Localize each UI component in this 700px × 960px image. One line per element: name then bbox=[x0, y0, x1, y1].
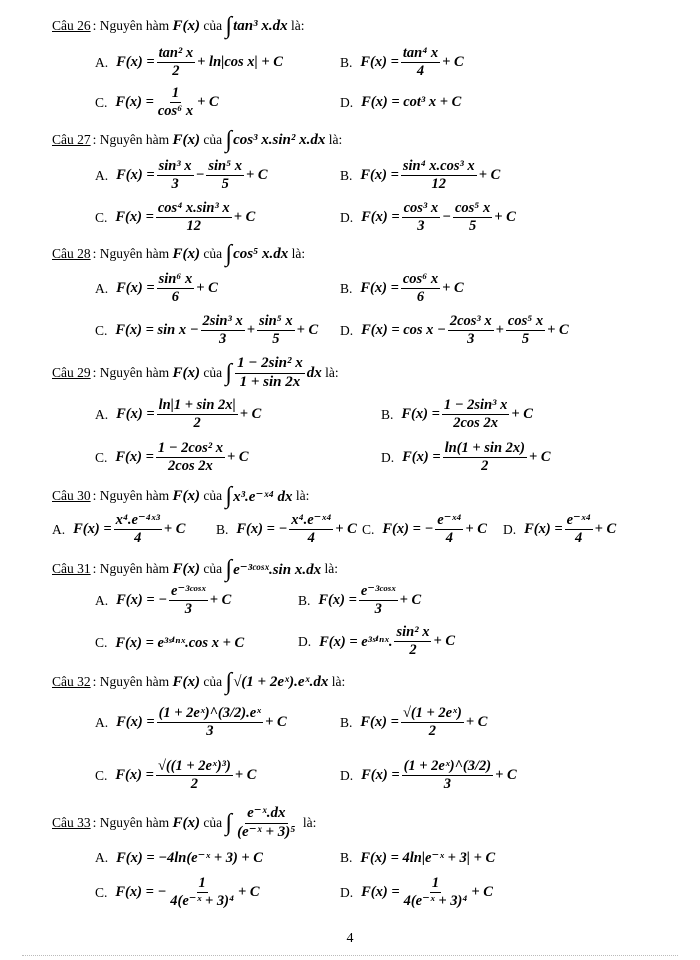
integral-expression: ∫ $\frac{\text{1 − 2sin² x}}{1 + \sin 2x}$ dx bbox=[225, 355, 322, 390]
option-c: C. F(x) = sin x − $\frac{\text{2sin³ x}}{3}$ + $\frac{\text{sin⁵ x}}{5}$ + C bbox=[95, 313, 319, 348]
question-label: Câu 31 bbox=[52, 561, 91, 576]
option-b: B. F(x) = $\frac{\text{sin⁴ x.cos³ x}}{12}$ + C bbox=[340, 158, 501, 193]
option-c: C. F(x) = − $\frac{\text{e⁻ˣ⁴}}{4}$ + C bbox=[362, 512, 487, 547]
option-d: D. F(x) = $\frac{\text{e⁻ˣ⁴}}{4}$ + C bbox=[503, 512, 617, 547]
question-31: Câu 31 : Nguyên hàm F(x) của ∫ e⁻³ᶜᵒˢˣ.sin x.dx là: bbox=[52, 556, 338, 582]
question-33: Câu 33 : Nguyên hàm F(x) của ∫ $\frac{\text{e⁻ˣ.dx}}{\text{(e⁻ˣ + 3)⁵}}$ là: bbox=[52, 805, 317, 840]
page-number: 4 bbox=[346, 931, 354, 946]
question-26: Câu 26 : Nguyên hàm F(x) của ∫ tan³ x.dx là: bbox=[52, 13, 305, 39]
option-a: A. F(x) = $\frac{\text{(1 + 2eˣ)\textasciicircum{}(3/2).eˣ}}{3}$ + C bbox=[95, 705, 287, 740]
option-d: D. F(x) = e³ˢⁱⁿˣ. $\frac{\text{sin² x}}{2}$ + C bbox=[298, 624, 456, 659]
integral-expression: ∫ cos⁵ x.dx bbox=[225, 241, 289, 267]
option-b: B. F(x) = $\frac{\text{1 − 2sin³ x}}{2\cos 2x}$ + C bbox=[381, 397, 533, 432]
option-a: A. F(x) = $\frac{\text{sin⁶ x}}{6}$ + C bbox=[95, 271, 218, 306]
option-c: C. F(x) = e³ˢⁱⁿˣ.cos x + C bbox=[95, 635, 245, 651]
option-a: A. F(x) = $\frac{\ln|1 + \sin 2x|}{2}$ + C bbox=[95, 397, 262, 432]
option-d: D. F(x) = $\frac{\text{(1 + 2eˣ)\textasciicircum{}(3/2)}}{3}$ + C bbox=[340, 758, 517, 793]
question-label: Câu 30 bbox=[52, 488, 91, 503]
option-d: D. F(x) = $\frac{1}{\text{4(e⁻ˣ + 3)⁴}}$ + C bbox=[340, 875, 493, 910]
option-a: A. F(x) = $\frac{\text{sin³ x}}{3}$ − $\frac{\text{sin⁵ x}}{5}$ + C bbox=[95, 158, 268, 193]
option-b: B. F(x) = $\frac{\text{e⁻³ᶜᵒˢˣ}}{3}$ + C bbox=[298, 583, 422, 618]
question-text: của bbox=[203, 18, 223, 33]
question-text: Nguyên hàm bbox=[99, 18, 170, 33]
integral-expression: ∫ √(1 + 2eˣ).eˣ.dx bbox=[225, 669, 329, 695]
integral-expression: ∫ x³.e⁻ˣ⁴ dx bbox=[225, 483, 293, 509]
option-a: A. F(x) = $\frac{\text{tan² x}}{2}$ + ln|cos x| + C bbox=[95, 45, 283, 80]
question-28: Câu 28 : Nguyên hàm F(x) của ∫ cos⁵ x.dx là: bbox=[52, 241, 306, 267]
question-label: Câu 33 bbox=[52, 815, 91, 831]
question-label: Câu 28 bbox=[52, 246, 91, 261]
question-32: Câu 32 : Nguyên hàm F(x) của ∫ √(1 + 2eˣ).eˣ.dx là: bbox=[52, 669, 346, 695]
question-label: Câu 32 bbox=[52, 674, 91, 689]
integral-expression: ∫ cos³ x.sin² x.dx bbox=[225, 127, 326, 153]
footer-divider bbox=[22, 955, 678, 956]
question-text: là: bbox=[290, 18, 305, 33]
option-d: D. F(x) = $\frac{\ln(1 + \sin 2x)}{2}$ + C bbox=[381, 440, 551, 475]
question-label: Câu 29 bbox=[52, 365, 91, 381]
option-a: A. F(x) = $\frac{\text{x⁴.e⁻⁴ˣ³}}{4}$ + C bbox=[52, 512, 186, 547]
option-b: B. F(x) = 4ln|e⁻ˣ + 3| + C bbox=[340, 850, 496, 866]
integral-expression: ∫ tan³ x.dx bbox=[225, 13, 288, 39]
question-label: Câu 27 bbox=[52, 132, 91, 147]
option-b: B. F(x) = $\frac{\text{tan⁴ x}}{4}$ + C bbox=[340, 45, 464, 80]
question-label: Câu 26 bbox=[52, 18, 91, 33]
fraction: $\frac{\text{tan² x}}{2}$ bbox=[158, 45, 194, 80]
option-c: C. F(x) = $\frac{1}{\text{cos⁶ x}}$ + C bbox=[95, 85, 219, 120]
question-30: Câu 30 : Nguyên hàm F(x) của ∫ x³.e⁻ˣ⁴ dx là: bbox=[52, 483, 310, 509]
integral-expression: ∫ e⁻³ᶜᵒˢˣ.sin x.dx bbox=[225, 556, 322, 582]
option-b: B. F(x) = $\frac{\text{cos⁶ x}}{6}$ + C bbox=[340, 271, 464, 306]
option-d: D. F(x) = $\frac{\text{cos³ x}}{3}$ − $\frac{\text{cos⁵ x}}{5}$ + C bbox=[340, 200, 516, 235]
option-a: A. F(x) = − $\frac{\text{e⁻³ᶜᵒˢˣ}}{3}$ + C bbox=[95, 583, 232, 618]
fraction: $\frac{\text{tan⁴ x}}{4}$ bbox=[402, 45, 439, 80]
option-c: C. F(x) = − $\frac{1}{\text{4(e⁻ˣ + 3)⁴}}$ + C bbox=[95, 875, 260, 910]
integral-expression: ∫ $\frac{\text{e⁻ˣ.dx}}{\text{(e⁻ˣ + 3)⁵}}$ bbox=[225, 805, 296, 840]
function-symbol: F(x) bbox=[172, 17, 200, 34]
option-d: D. F(x) = cos x − $\frac{\text{2cos³ x}}{3}$ + $\frac{\text{cos⁵ x}}{5}$ + C bbox=[340, 313, 569, 348]
option-b: B. F(x) = $\frac{\text{√(1 + 2eˣ)}}{2}$ + C bbox=[340, 705, 488, 740]
option-d: D. F(x) = cot³ x + C bbox=[340, 94, 462, 110]
option-c: C. F(x) = $\frac{\text{cos⁴ x.sin³ x}}{12}$ + C bbox=[95, 200, 256, 235]
option-b: B. F(x) = − $\frac{\text{x⁴.e⁻ˣ⁴}}{4}$ + C bbox=[216, 512, 357, 547]
option-c: C. F(x) = $\frac{\text{1 − 2cos² x}}{2\cos 2x}$ + C bbox=[95, 440, 249, 475]
option-a: A. F(x) = −4ln(e⁻ˣ + 3) + C bbox=[95, 850, 263, 866]
fraction: $\frac{1}{\text{cos⁶ x}}$ bbox=[157, 85, 194, 120]
question-27: Câu 27 : Nguyên hàm F(x) của ∫ cos³ x.sin² x.dx là: bbox=[52, 127, 343, 153]
question-29: Câu 29 : Nguyên hàm F(x) của ∫ $\frac{\text{1 − 2sin² x}}{1 + \sin 2x}$ dx là: bbox=[52, 355, 339, 390]
option-c: C. F(x) = $\frac{\text{√((1 + 2eˣ)³)}}{2}$ + C bbox=[95, 758, 257, 793]
